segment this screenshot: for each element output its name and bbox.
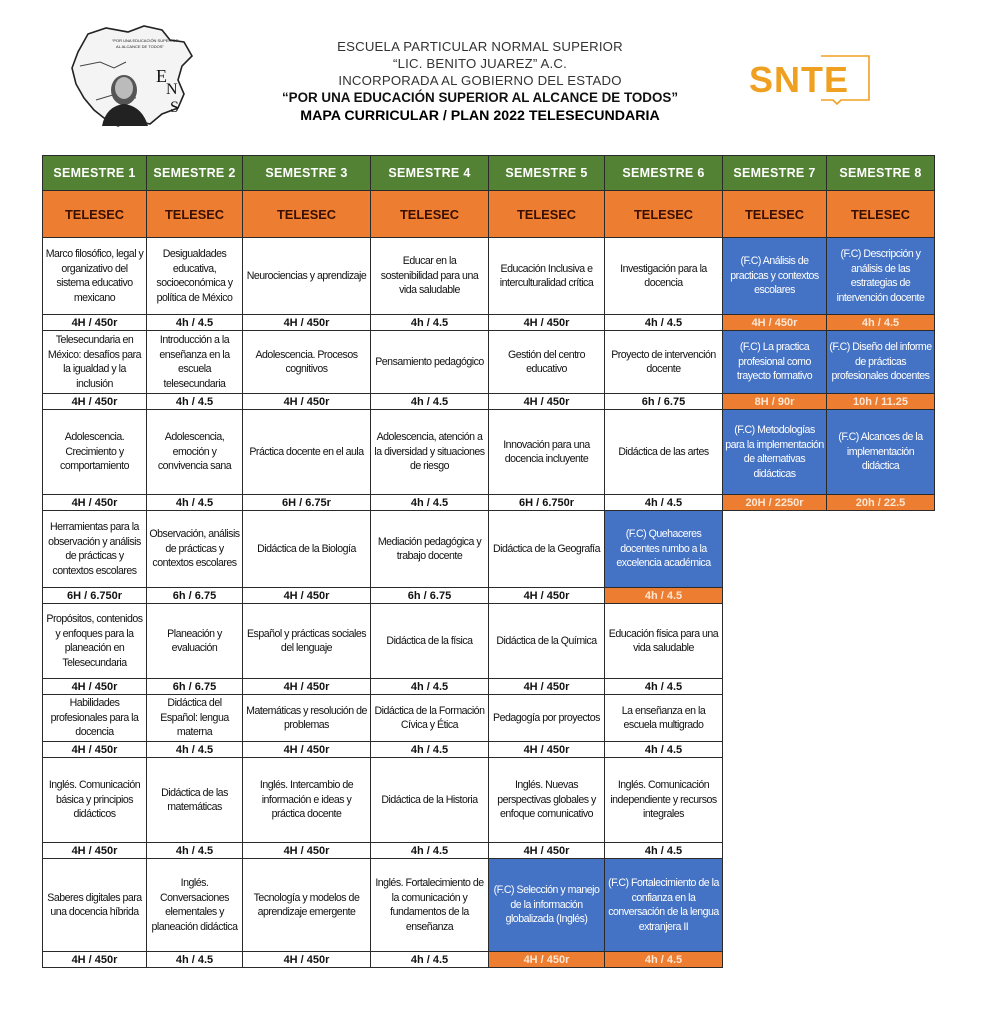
course-hours: 4h / 4.5 [605,843,723,859]
program-label: TELESEC [243,191,371,238]
program-label: TELESEC [43,191,147,238]
school-legal-name: “LIC. BENITO JUAREZ” A.C. [392,56,568,71]
course-hours: 4H / 450r [243,843,371,859]
course-hours: 4h / 4.5 [605,588,723,604]
course-cell: Didáctica de las matemáticas [147,758,243,843]
course-cell: Introducción a la enseñanza en la escuela telesecundaria [147,331,243,394]
hours-row [43,394,935,410]
empty-cell [827,588,935,604]
document-header [240,38,720,126]
course-hours: 4h / 4.5 [605,952,723,968]
course-hours: 4H / 450r [489,679,605,695]
hours-row [43,843,935,859]
program-label: TELESEC [147,191,243,238]
course-cell: La enseñanza en la escuela multigrado [605,695,723,742]
course-cell: Educación física para una vida saludable [605,604,723,679]
empty-cell [827,511,935,588]
course-cell: Educar en la sostenibilidad para una vida saludable [371,238,489,315]
course-hours: 4h / 4.5 [147,394,243,410]
semester-header: SEMESTRE 7 [723,156,827,191]
course-hours: 6H / 6.750r [489,495,605,511]
hours-row [43,952,935,968]
course-hours: 10h / 11.25 [827,394,935,410]
ens-map-emblem-icon [66,22,196,128]
ens-school-logo [66,22,196,128]
course-hours: 4h / 4.5 [605,742,723,758]
empty-cell [723,742,827,758]
course-cell: Didáctica de la Geografía [489,511,605,588]
course-hours: 4H / 450r [43,315,147,331]
course-cell: Matemáticas y resolución de problemas [243,695,371,742]
course-hours: 4h / 4.5 [371,742,489,758]
empty-cell [827,742,935,758]
course-cell: Inglés. Intercambio de información e ideas y práctica docente [243,758,371,843]
fc-course-cell: (F.C) Metodologías para la implementación de alternativas didácticas [723,410,827,495]
course-cell: Didáctica de la Química [489,604,605,679]
fc-course-cell: (F.C) Diseño del informe de prácticas profesionales docentes [827,331,935,394]
course-cell: Innovación para una docencia incluyente [489,410,605,495]
course-hours: 4H / 450r [489,843,605,859]
fc-course-cell: (F.C) Selección y manejo de la información globalizada (Inglés) [489,859,605,952]
course-cell: Planeación y evaluación [147,604,243,679]
page-title: MAPA CURRICULAR / PLAN 2022 TELESECUNDARIA [300,108,660,124]
course-cell: Adolescencia, emoción y convivencia sana [147,410,243,495]
course-cell: Adolescencia. Crecimiento y comportamiento [43,410,147,495]
course-hours: 20H / 2250r [723,495,827,511]
course-hours: 4h / 4.5 [371,952,489,968]
course-cell: Didáctica de las artes [605,410,723,495]
course-hours: 4h / 4.5 [371,394,489,410]
empty-cell [827,758,935,843]
empty-cell [723,859,827,952]
course-row [43,859,935,952]
course-hours: 4H / 450r [489,952,605,968]
course-hours: 4H / 450r [243,394,371,410]
semester-header: SEMESTRE 2 [147,156,243,191]
course-cell: Didáctica de la Formación Cívica y Ética [371,695,489,742]
course-hours: 6h / 6.75 [147,588,243,604]
empty-cell [827,859,935,952]
course-hours: 4H / 450r [243,315,371,331]
course-cell: Pedagogía por proyectos [489,695,605,742]
svg-text:N: N [166,81,178,98]
empty-cell [723,604,827,679]
course-row [43,410,935,495]
course-hours: 4h / 4.5 [371,495,489,511]
course-hours: 4h / 4.5 [147,742,243,758]
course-cell: Desigualdades educativa, socioeconómica y política de México [147,238,243,315]
course-hours: 4H / 450r [43,394,147,410]
course-hours: 4h / 4.5 [147,952,243,968]
course-cell: Didáctica de la física [371,604,489,679]
course-cell: Investigación para la docencia [605,238,723,315]
course-cell: Mediación pedagógica y trabajo docente [371,511,489,588]
course-hours: 4H / 450r [243,588,371,604]
hours-row [43,742,935,758]
program-label: TELESEC [723,191,827,238]
svg-text:SNTE: SNTE [749,59,850,100]
school-incorporation: INCORPORADA AL GOBIERNO DEL ESTADO [338,73,622,88]
course-cell: Didáctica del Español: lengua materna [147,695,243,742]
course-row [43,758,935,843]
course-cell: Inglés. Conversaciones elementales y planeación didáctica [147,859,243,952]
course-row [43,238,935,315]
snte-logo-icon [745,50,875,106]
course-hours: 4h / 4.5 [605,495,723,511]
snte-logo [745,50,875,106]
course-hours: 6h / 6.75 [147,679,243,695]
course-hours: 4H / 450r [43,843,147,859]
ens-letters: E [156,66,167,86]
course-cell: Inglés. Nuevas perspectivas globales y enfoque comunicativo [489,758,605,843]
course-cell: Proyecto de intervención docente [605,331,723,394]
course-hours: 4h / 4.5 [827,315,935,331]
course-hours: 8H / 90r [723,394,827,410]
fc-course-cell: (F.C) Descripción y análisis de las estrategias de intervención docente [827,238,935,315]
fc-course-cell: (F.C) Alcances de la implementación didáctica [827,410,935,495]
course-hours: 4h / 4.5 [371,315,489,331]
course-cell: Didáctica de la Historia [371,758,489,843]
semester-header: SEMESTRE 6 [605,156,723,191]
fc-course-cell: (F.C) Fortalecimiento de la confianza en la conversación de la lengua extranjera II [605,859,723,952]
school-motto: “POR UNA EDUCACIÓN SUPERIOR AL ALCANCE DE TODOS” [281,90,679,105]
course-hours: 4H / 450r [243,952,371,968]
course-cell: Observación, análisis de prácticas y contextos escolares [147,511,243,588]
course-hours: 4H / 450r [43,679,147,695]
course-hours: 4H / 450r [243,742,371,758]
course-hours: 4H / 450r [723,315,827,331]
curriculum-map-table [42,155,935,968]
empty-cell [723,695,827,742]
course-hours: 20h / 22.5 [827,495,935,511]
course-cell: Adolescencia. Procesos cognitivos [243,331,371,394]
empty-cell [827,952,935,968]
course-cell: Inglés. Comunicación independiente y recursos integrales [605,758,723,843]
school-name: ESCUELA PARTICULAR NORMAL SUPERIOR [337,39,623,54]
course-hours: 4h / 4.5 [147,315,243,331]
semester-header: SEMESTRE 1 [43,156,147,191]
program-row [43,191,935,238]
course-cell: Tecnología y modelos de aprendizaje emergente [243,859,371,952]
course-hours: 4h / 4.5 [147,495,243,511]
svg-text:AL ALCANCE DE TODOS”: AL ALCANCE DE TODOS” [116,44,164,49]
course-row [43,331,935,394]
empty-cell [723,952,827,968]
fc-course-cell: (F.C) Quehaceres docentes rumbo a la excelencia académica [605,511,723,588]
course-hours: 4H / 450r [489,394,605,410]
course-cell: Inglés. Comunicación básica y principios didácticos [43,758,147,843]
course-hours: 6h / 6.75 [605,394,723,410]
course-row [43,695,935,742]
semester-header: SEMESTRE 8 [827,156,935,191]
empty-cell [723,588,827,604]
hours-row [43,315,935,331]
empty-cell [723,679,827,695]
course-hours: 6H / 6.75r [243,495,371,511]
course-hours: 6H / 6.750r [43,588,147,604]
course-cell: Telesecundaria en México: desafíos para la igualdad y la inclusión [43,331,147,394]
course-hours: 4h / 4.5 [371,679,489,695]
svg-text:S: S [170,99,179,116]
hours-row [43,679,935,695]
course-hours: 4h / 4.5 [147,843,243,859]
hours-row [43,495,935,511]
empty-cell [827,843,935,859]
course-cell: Habilidades profesionales para la docencia [43,695,147,742]
semester-header: SEMESTRE 3 [243,156,371,191]
hours-row [43,588,935,604]
course-hours: 4H / 450r [43,495,147,511]
course-hours: 4H / 450r [489,315,605,331]
course-cell: Gestión del centro educativo [489,331,605,394]
course-hours: 4h / 4.5 [605,315,723,331]
course-row [43,604,935,679]
course-hours: 4H / 450r [243,679,371,695]
empty-cell [827,695,935,742]
course-cell: Español y prácticas sociales del lenguaje [243,604,371,679]
program-label: TELESEC [827,191,935,238]
course-cell: Marco filosófico, legal y organizativo del sistema educativo mexicano [43,238,147,315]
course-hours: 4H / 450r [43,952,147,968]
fc-course-cell: (F.C) La practica profesional como trayecto formativo [723,331,827,394]
fc-course-cell: (F.C) Análisis de practicas y contextos escolares [723,238,827,315]
course-cell: Neurociencias y aprendizaje [243,238,371,315]
course-hours: 4H / 450r [489,588,605,604]
course-cell: Inglés. Fortalecimiento de la comunicación y fundamentos de la enseñanza [371,859,489,952]
svg-text:“POR UNA EDUCACIÓN SUPERIOR: “POR UNA EDUCACIÓN SUPERIOR [112,38,179,43]
semester-header: SEMESTRE 4 [371,156,489,191]
course-hours: 4h / 4.5 [605,679,723,695]
empty-cell [827,679,935,695]
course-cell: Herramientas para la observación y análisis de prácticas y contextos escolares [43,511,147,588]
course-cell: Adolescencia, atención a la diversidad y situaciones de riesgo [371,410,489,495]
program-label: TELESEC [605,191,723,238]
course-row [43,511,935,588]
course-cell: Saberes digitales para una docencia híbrida [43,859,147,952]
semester-header-row [43,156,935,191]
program-label: TELESEC [371,191,489,238]
course-cell: Educación Inclusiva e interculturalidad crítica [489,238,605,315]
empty-cell [723,843,827,859]
course-hours: 6h / 6.75 [371,588,489,604]
course-hours: 4H / 450r [489,742,605,758]
course-cell: Didáctica de la Biología [243,511,371,588]
course-hours: 4H / 450r [43,742,147,758]
course-cell: Práctica docente en el aula [243,410,371,495]
empty-cell [723,511,827,588]
course-cell: Pensamiento pedagógico [371,331,489,394]
semester-header: SEMESTRE 5 [489,156,605,191]
empty-cell [723,758,827,843]
course-cell: Propósitos, contenidos y enfoques para la planeación en Telesecundaria [43,604,147,679]
empty-cell [827,604,935,679]
course-hours: 4h / 4.5 [371,843,489,859]
program-label: TELESEC [489,191,605,238]
